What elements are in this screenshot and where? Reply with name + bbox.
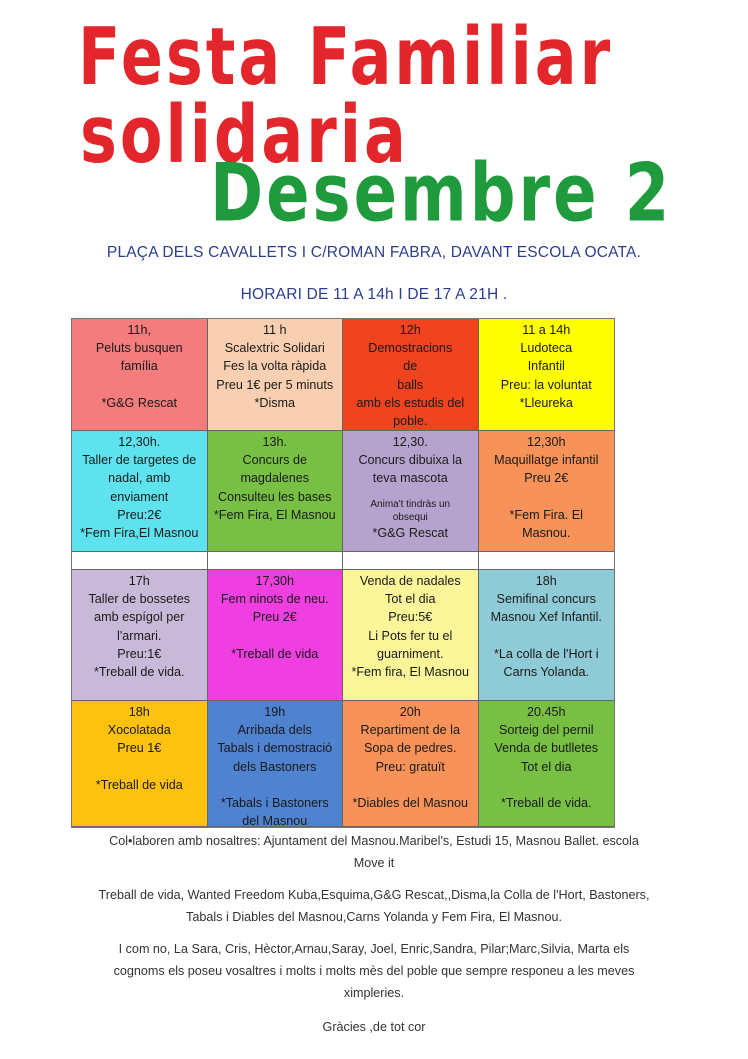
activity-line: Li Pots fer tu el (368, 628, 453, 643)
collaborators-line-1: Col•laboren amb nosaltres: Ajuntament del Masnou.Maribel's, Estudi 15, Masnou Ballet. escola (109, 834, 639, 848)
activity-line: amb els estudis del (356, 395, 465, 410)
activity-line: Scalextric Solidari (224, 341, 325, 356)
activity-line: Preu: la voluntat (500, 377, 592, 392)
activity-cell (208, 701, 344, 827)
activity-line: *Fem Fira, El Masnou (213, 507, 336, 522)
activity-line: enviament (110, 489, 169, 504)
schedule-text: HORARI DE 11 A 14h I DE 17 A 21H . (240, 286, 508, 303)
location-text: PLAÇA DELS CAVALLETS I C/ROMAN FABRA, DAVANT ESCOLA OCATA. (106, 244, 642, 261)
activity-line: Tot el dia (521, 759, 572, 774)
activity-line: Preu 1€ per 5 minuts (216, 377, 334, 392)
activity-line: Taller de targetes de (82, 453, 197, 468)
activity-line: Preu: gratuït (375, 759, 445, 774)
activity-cell (72, 431, 208, 552)
activity-line: Masnou Xef Infantil. (490, 610, 602, 625)
activity-line: Xocolatada (107, 723, 171, 738)
activity-line: 19h (264, 705, 286, 719)
activity-cell (208, 570, 344, 701)
activity-line: família (120, 359, 158, 374)
thanks-block (70, 884, 678, 928)
activity-note: Anima't tindràs un (370, 498, 451, 510)
activity-line: 13h. (262, 435, 287, 449)
activity-cell (208, 319, 344, 431)
activity-line: nadal, amb (108, 471, 171, 486)
activity-line: 18h (535, 574, 557, 588)
activity-line: l'armari. (117, 628, 162, 643)
grid-row-4 (72, 701, 614, 827)
activity-line: Taller de bossetes (88, 592, 190, 607)
activity-line: *La colla de l'Hort i (493, 646, 599, 661)
activity-line: Tabals i demostració (217, 741, 333, 756)
people-block (70, 938, 678, 1004)
activity-line (211, 776, 340, 794)
activity-line: 20h (399, 705, 421, 719)
activity-cell (343, 319, 479, 431)
activity-line (482, 488, 612, 506)
spacer-cell (72, 552, 208, 570)
activity-line: 20.45h (526, 705, 566, 719)
people-line-1: I com no, La Sara, Cris, Hèctor,Arnau,Saray, Joel, Enric,Sandra, Pilar;Marc,Silvia, Marta els (118, 942, 630, 956)
activity-cell (479, 319, 615, 431)
title-line-1: Festa Familiar (78, 10, 614, 104)
activity-line: *Treball de vida (95, 777, 183, 792)
activity-gap (346, 488, 475, 498)
activity-line: Masnou. (522, 526, 571, 541)
activity-line: *Fem Fira. El (509, 507, 583, 522)
activity-line: 11h, (127, 323, 152, 337)
activity-line: 11 a 14h (522, 323, 571, 337)
activity-line: Sopa de pedres. (364, 741, 457, 756)
activity-line: Preu:2€ (117, 507, 162, 522)
thanks-line-1: Treball de vida, Wanted Freedom Kuba,Esquima,G&G Rescat,,Disma,la Colla de l'Hort, Bastoners, (98, 888, 650, 902)
activity-line: Tot el dia (385, 592, 436, 607)
activity-cell (479, 701, 615, 827)
activity-line: Preu 1€ (117, 741, 162, 756)
activity-line: Concurs dibuixa la (358, 453, 463, 468)
activity-line: *Fem fira, El Masnou (351, 665, 470, 680)
activity-cell (479, 570, 615, 701)
spacer-cell (343, 552, 479, 570)
activity-line: Maquillatge infantil (494, 453, 599, 468)
title-line-2: solidaria (80, 88, 409, 182)
activity-note: obsequi (392, 511, 428, 523)
activity-line: Peluts busquen (95, 341, 183, 356)
activity-line: *Treball de vida (231, 646, 319, 661)
activity-line: *Tabals i Bastoners (220, 796, 329, 811)
activity-line: *Fem Fira,El Masnou (80, 526, 199, 541)
activity-line: Concurs de (242, 453, 307, 468)
activity-line: balls (397, 377, 424, 392)
activity-line: Venda de nadales (359, 574, 461, 588)
activity-line: Preu 2€ (524, 471, 569, 486)
activity-line: 12,30h (526, 435, 566, 449)
activity-cell (72, 319, 208, 431)
grid-row-3 (72, 570, 614, 701)
activity-cell (343, 701, 479, 827)
activity-line: Preu:5€ (388, 610, 433, 625)
people-line-2: cognoms els poseu vosaltres i molts i molts mès del poble que sempre responeu a les meves (113, 964, 635, 978)
activity-line: dels Bastoners (233, 759, 317, 774)
activity-line: Preu 2€ (252, 610, 297, 625)
activity-line: Sorteig del pernil (498, 723, 594, 738)
activity-line: Preu:1€ (117, 646, 162, 661)
activity-cell (479, 431, 615, 552)
collaborators-line-2: Move it (353, 856, 395, 870)
activity-cell (343, 570, 479, 701)
spacer-cell (479, 552, 615, 570)
activities-grid (71, 318, 615, 828)
collaborators-block (70, 830, 678, 874)
activity-line: Fes la volta ràpida (223, 359, 327, 374)
thanks-line-2: Tabals i Diables del Masnou,Carns Yolanda y Fem Fira, El Masnou. (186, 910, 562, 924)
grid-row-2 (72, 431, 614, 552)
activity-line: *Diables del Masnou (352, 796, 468, 811)
activity-line: 18h (128, 705, 150, 719)
closing-text: Gràcies ,de tot cor (322, 1020, 426, 1034)
activity-line: *G&G Rescat (101, 395, 178, 410)
activity-line (75, 758, 204, 776)
activity-line: *Treball de vida. (500, 796, 592, 811)
activity-line: magdalenes (240, 471, 310, 486)
grid-row-1 (72, 319, 614, 431)
activity-line: de (403, 359, 418, 374)
activity-line: Demostracions (368, 341, 453, 356)
activity-line: 17h (128, 574, 150, 588)
activity-line: teva mascota (372, 471, 448, 486)
activity-line: del Masnou (242, 814, 308, 827)
people-line-3: ximpleries. (343, 986, 405, 1000)
title-block (0, 0, 748, 240)
activity-line: *Lleureka (519, 395, 573, 410)
activity-line: 12h (399, 323, 421, 337)
activity-line (346, 776, 475, 794)
activity-line: 12,30. (392, 435, 428, 449)
activity-line: Ludoteca (520, 341, 573, 356)
activity-line: Carns Yolanda. (503, 665, 589, 680)
activity-cell (208, 431, 344, 552)
activity-line: amb espígol per (94, 610, 185, 625)
activity-line: 11 h (262, 323, 287, 337)
activity-line: Fem ninots de neu. (220, 592, 329, 607)
spacer-cell (208, 552, 344, 570)
grid-spacer-row (72, 552, 614, 570)
activity-line: guarniment. (376, 646, 444, 661)
activity-line (482, 776, 612, 794)
activity-line (75, 376, 204, 394)
activity-cell (72, 701, 208, 827)
activity-line: Venda de butlletes (494, 741, 599, 756)
activity-line: *Disma (254, 395, 296, 410)
activity-line (211, 627, 340, 645)
activity-line: Repartiment de la (360, 723, 460, 738)
activity-line: *Treball de vida. (93, 665, 185, 680)
activity-line: Semifinal concurs (496, 592, 596, 607)
activity-cell (72, 570, 208, 701)
activity-line: Infantil (527, 359, 565, 374)
title-line-3: Desembre 2 (210, 148, 673, 241)
activity-line: 17,30h (255, 574, 295, 588)
activity-line: 12,30h. (118, 435, 161, 449)
activity-cell (343, 431, 479, 552)
activity-line: Consulteu les bases (218, 489, 332, 504)
activity-line: poble. (393, 414, 428, 429)
activity-line: *G&G Rescat (372, 525, 449, 540)
activity-line: Arribada dels (237, 723, 312, 738)
activity-line (482, 627, 612, 645)
